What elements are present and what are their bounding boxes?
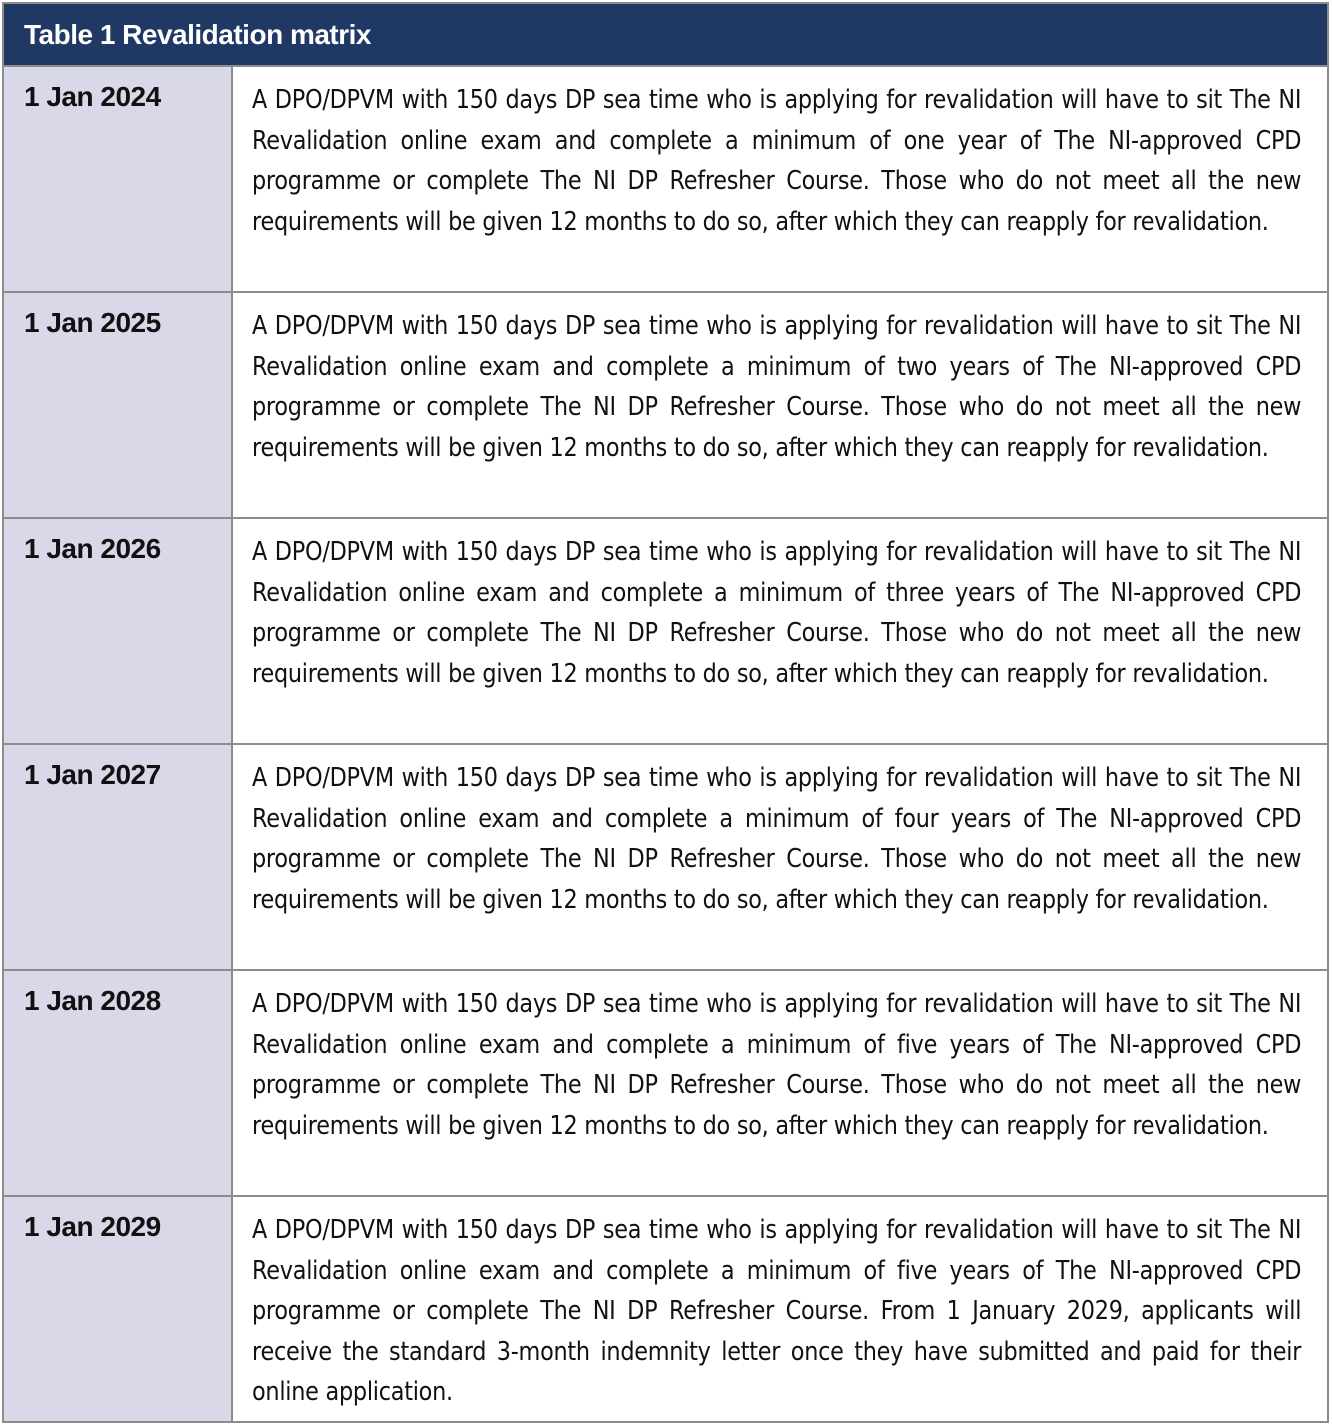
- revalidation-matrix-table: [2, 2, 1329, 1423]
- row-date: 1 Jan 2028: [24, 985, 161, 1016]
- description-cell: [233, 293, 1327, 517]
- description-cell: [233, 1197, 1327, 1421]
- table-row: [4, 745, 1327, 971]
- table-row: [4, 293, 1327, 519]
- row-description: A DPO/DPVM with 150 days DP sea time who is applying for revalidation will have to sit The NI Revalidation online exam and complete a minimum of one year of The NI-approved CPD programme or complete The NI DP Refresher Course. Those who do not meet all the new requirements will be given 12 months to do so, after which they can reapply for revalidation.: [252, 85, 1302, 237]
- row-date: 1 Jan 2029: [24, 1211, 161, 1242]
- row-date: 1 Jan 2026: [24, 533, 161, 564]
- row-description: A DPO/DPVM with 150 days DP sea time who is applying for revalidation will have to sit The NI Revalidation online exam and complete a minimum of four years of The NI-approved CPD programme or complete The NI DP Refresher Course. Those who do not meet all the new requirements will be given 12 months to do so, after which they can reapply for revalidation.: [252, 763, 1302, 915]
- date-cell: [4, 971, 233, 1195]
- description-cell: [233, 519, 1327, 743]
- row-description: A DPO/DPVM with 150 days DP sea time who is applying for revalidation will have to sit The NI Revalidation online exam and complete a minimum of three years of The NI-approved CPD programme or complete The NI DP Refresher Course. Those who do not meet all the new requirements will be given 12 months to do so, after which they can reapply for revalidation.: [252, 537, 1302, 689]
- row-description: A DPO/DPVM with 150 days DP sea time who is applying for revalidation will have to sit The NI Revalidation online exam and complete a minimum of two years of The NI-approved CPD programme or complete The NI DP Refresher Course. Those who do not meet all the new requirements will be given 12 months to do so, after which they can reapply for revalidation.: [252, 311, 1302, 463]
- date-cell: [4, 293, 233, 517]
- table-row: [4, 1197, 1327, 1421]
- description-cell: [233, 67, 1327, 291]
- table-row: [4, 67, 1327, 293]
- description-cell: [233, 745, 1327, 969]
- date-cell: [4, 67, 233, 291]
- date-cell: [4, 519, 233, 743]
- date-cell: [4, 745, 233, 969]
- table-row: [4, 519, 1327, 745]
- description-cell: [233, 971, 1327, 1195]
- row-date: 1 Jan 2027: [24, 759, 161, 790]
- row-description: A DPO/DPVM with 150 days DP sea time who is applying for revalidation will have to sit The NI Revalidation online exam and complete a minimum of five years of The NI-approved CPD programme or complete The NI DP Refresher Course. Those who do not meet all the new requirements will be given 12 months to do so, after which they can reapply for revalidation.: [252, 989, 1302, 1141]
- date-cell: [4, 1197, 233, 1421]
- table-row: [4, 971, 1327, 1197]
- row-date: 1 Jan 2025: [24, 307, 161, 338]
- table-title: Table 1 Revalidation matrix: [24, 18, 371, 50]
- row-description: A DPO/DPVM with 150 days DP sea time who is applying for revalidation will have to sit The NI Revalidation online exam and complete a minimum of five years of The NI-approved CPD programme or complete The NI DP Refresher Course. From 1 January 2029, applicants will receive the standard 3-month indemnity letter once they have submitted and paid for their online application.: [252, 1215, 1302, 1407]
- row-date: 1 Jan 2024: [24, 81, 161, 112]
- table-title-bar: [4, 4, 1327, 67]
